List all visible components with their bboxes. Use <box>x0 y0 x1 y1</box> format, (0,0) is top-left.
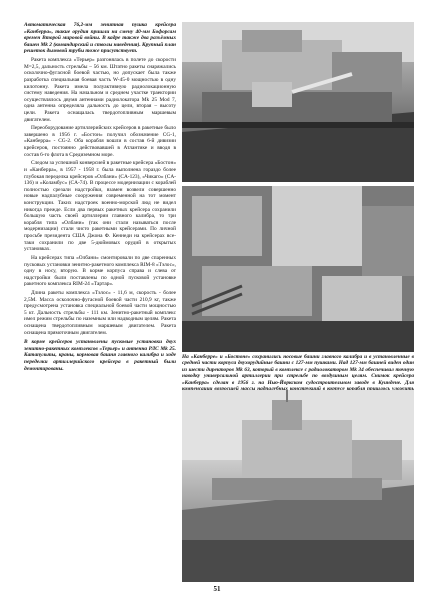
photo-bottom-drawing <box>182 390 414 582</box>
photo-caption-lead: Автоматическая 76,2-мм зенитная пушка крейсера «Канберра», такие орудия пришли на смену 40-мм Бофорсам времен Второй мировой войны. В кадре также два разъёмных башен Mk 2 (командирский и стволы наведения). Крупный план решеток дымовой трубы тоже присутствует. <box>24 22 176 55</box>
photo-mid-turrets <box>182 186 414 352</box>
page-number: 51 <box>213 585 221 593</box>
paragraph-2: Переоборудование артиллерийских крейсеров в ракетные было завершено в 1956 г. «Бостон» получил обозначение CG-1, «Канберра» - CG-2. Оба корабля вошли в состав 6-й дивизии крейсеров, постоянно действовавшей в Атлантике и вводя в состав 6-го флота в Средиземном море. <box>24 125 176 158</box>
left-text-column <box>24 22 176 374</box>
photo-bottom-ship <box>182 390 414 582</box>
photo-caption-tail: В корме крейсеров установлены пусковые установки двух зенитно-ракетных комплексов «Терьер» и антенна РЛС Mk 25. Катапульты, краны, кормовая башня главного калибра и ходе переделки артиллерийского крейсера в ракетный были демонтированы. <box>24 339 176 372</box>
photo-caption: На «Канберре» и «Бостоне» сохранились носовые башни главного калибра и в установленные в средней части корпуса двухорудийные башни с 127-мм пушками. Над 127-мм башней виден один из шести директоров Mk 63, который в комплексе с радиолокатором Mk 34 обеспечивал точную наводку универсальной артиллерии при стрельбе по воздушным целям. Снимок крейсера «Канберра» сделан в 1956 г. на Нью-Йоркском судостроительном заводе в Куиндене. Для <box>182 354 414 386</box>
paragraph-4: На крейсерах типа «Олбани» смонтировали по две спаренных пусковых установки зенитно-ракетного комплекса RIM-8 «Тэлос», одну в носу, вторую. В корме корпуса справа и слева от надстройки были поставлены по одной пусковой установке ракетного комплекса RIM-24 «Тартар». <box>24 254 176 288</box>
paragraph-1: Ракета комплекса «Терьер» разгонялась в полете до скорости M=2,5, дальность стрельбы – 56 км. Штатно ракеты снаряжались осколочно-фугасной боевой частью, но допускает была также разработка специальная боевая часть W-45-0 мощностью в одну килотонну. Ракета имела полуактивную радиолокационную систему наведения. На начальном и среднем участке траектории осуществлялось двумя антеннами радиолокатора Mk 25 Mod 7, одна антенна определяла дальность до цели, вторая – высоту цели. Ракета оснащалась твердотопливным маршевым двигателем. <box>24 57 176 123</box>
paragraph-5: Длина ракеты комплекса «Тэлос» - 11,6 м, скорость - более 2,5M. Масса осколочно-фугасной боевой части 210,9 кг, также предусмотрена установка специальной боевой части мощностью 5 кт. Дальность стрельбы - 111 км. Зенитно-ракетный комплекс имел режим стрельбы по наземным или надводным целям. Ракета оснащена твердотопливным маршевым двигателем. Ракета оснащена прямоточным двигателем. <box>24 290 176 336</box>
photo-mid-drawing <box>182 186 414 352</box>
paragraph-3: Следом за успешной конверсией в ракетные крейсера «Бостон» и «Канберра», в 1957 - 1958 г. была выполнена гораздо более глубокая переделка крейсеров «Олбани» (CA-123), «Чикаго» (CA-136) и «Коламбус» (CA-74). В процессе модернизации с кораблей полностью срезали надстройки, взамен возвели совершенно новые надпалубные сооружения современной на тот момент конструкции. Таких надстроек военно-морской люд не видел никогда прежде. Если два первых ракетных крейсера сохранили большую часть своей артиллерии главного калибра, то три корабля типа «Олбани» (так они стали называться после модернизации) стали чисто ракетными крейсерами. По личной просьбе президента США Джона Ф. Кеннеди на крейсерах все-таки сохранили по две 5-дюймовых орудий в открытых установках. <box>24 160 176 253</box>
photo-top-drawing <box>182 22 414 182</box>
photo-top-gun-mount <box>182 22 414 182</box>
